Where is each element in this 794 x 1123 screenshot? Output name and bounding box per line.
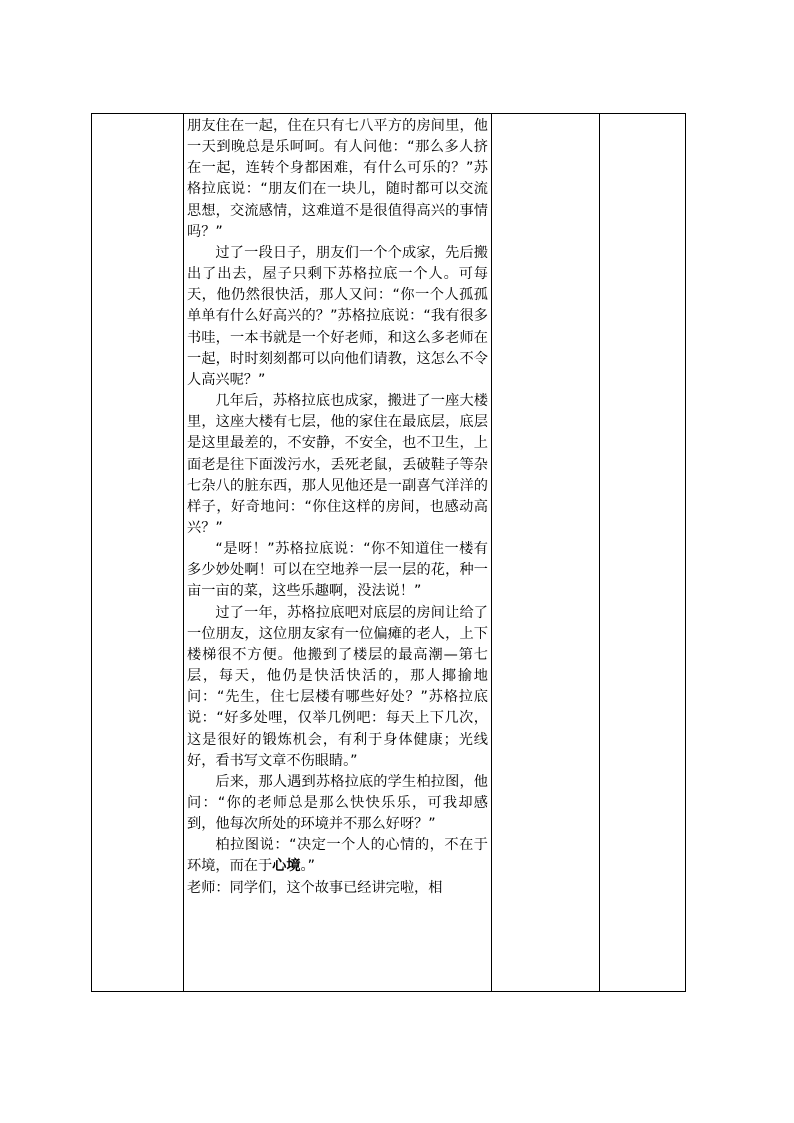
table-cell-left [92, 114, 184, 992]
table-cell-third [492, 114, 600, 992]
table-cell-fourth [600, 114, 686, 992]
paragraph-6: 后来，那人遇到苏格拉底的学生柏拉图，他问：“你的老师总是那么快快乐乐，可我却感到，他每次所处的环境并不那么好呀？” [187, 773, 488, 833]
paragraph-7-after: 。” [300, 858, 315, 875]
paragraph-7 [187, 835, 488, 877]
lesson-plan-table [91, 113, 686, 992]
story-text [184, 114, 491, 991]
table-row [92, 114, 686, 992]
table-cell-content [184, 114, 492, 992]
paragraph-7-bold: 心境 [272, 858, 301, 875]
paragraph-7-before: 柏拉图说：“决定一个人的心情的，不在于环境，而在于 [187, 837, 488, 875]
paragraph-5: 过了一年，苏格拉底吧对底层的房间让给了一位朋友，这位朋友家有一位偏瘫的老人，上下楼梯很不方便。他搬到了楼层的最高潮—第七层，每天，他仍是快活快活的，那人揶揄地问：“先生，住七层楼有哪些好处？”苏格拉底说：“好多处哩，仅举几例吧：每天上下几次，这是很好的锻炼机会，有利于身体健康；光线好，看书写文章不伤眼睛。” [187, 604, 488, 769]
paragraph-2: 过了一段日子，朋友们一个个成家，先后搬出了出去，屋子只剩下苏格拉底一个人。可每天，他仍然很快活，那人又问：“你一个人孤孤单单有什么好高兴的？”苏格拉底说：“我有很多书哇，一本书就是一个好老师，和这么多老师在一起，时时刻刻都可以向他们请教，这怎么不令人高兴呢？” [187, 244, 488, 388]
paragraph-1: 朋友住在一起，住在只有七八平方的房间里，他一天到晚总是乐呵呵。有人问他：“那么多人挤在一起，连转个身都困难，有什么可乐的？”苏格拉底说：“朋友们在一块儿，随时都可以交流思想，交流感情，这难道不是很值得高兴的事情吗？” [187, 118, 488, 240]
paragraph-3: 几年后，苏格拉底也成家，搬进了一座大楼里，这座大楼有七层，他的家住在最底层，底层是这里最差的，不安静，不安全，也不卫生，上面老是往下面泼污水，丢死老鼠，丢破鞋子等杂七杂八的脏东西，那人见他还是一副喜气洋洋的样子，好奇地问：“你住这样的房间，也感动高兴？” [187, 393, 488, 536]
paragraph-4: “是呀！”苏格拉底说：“你不知道住一楼有多少妙处啊！可以在空地养一层一层的花，种一亩一亩的菜，这些乐趣啊，没法说！” [187, 541, 488, 600]
paragraph-8: 老师：同学们，这个故事已经讲完啦，相 [187, 879, 443, 896]
